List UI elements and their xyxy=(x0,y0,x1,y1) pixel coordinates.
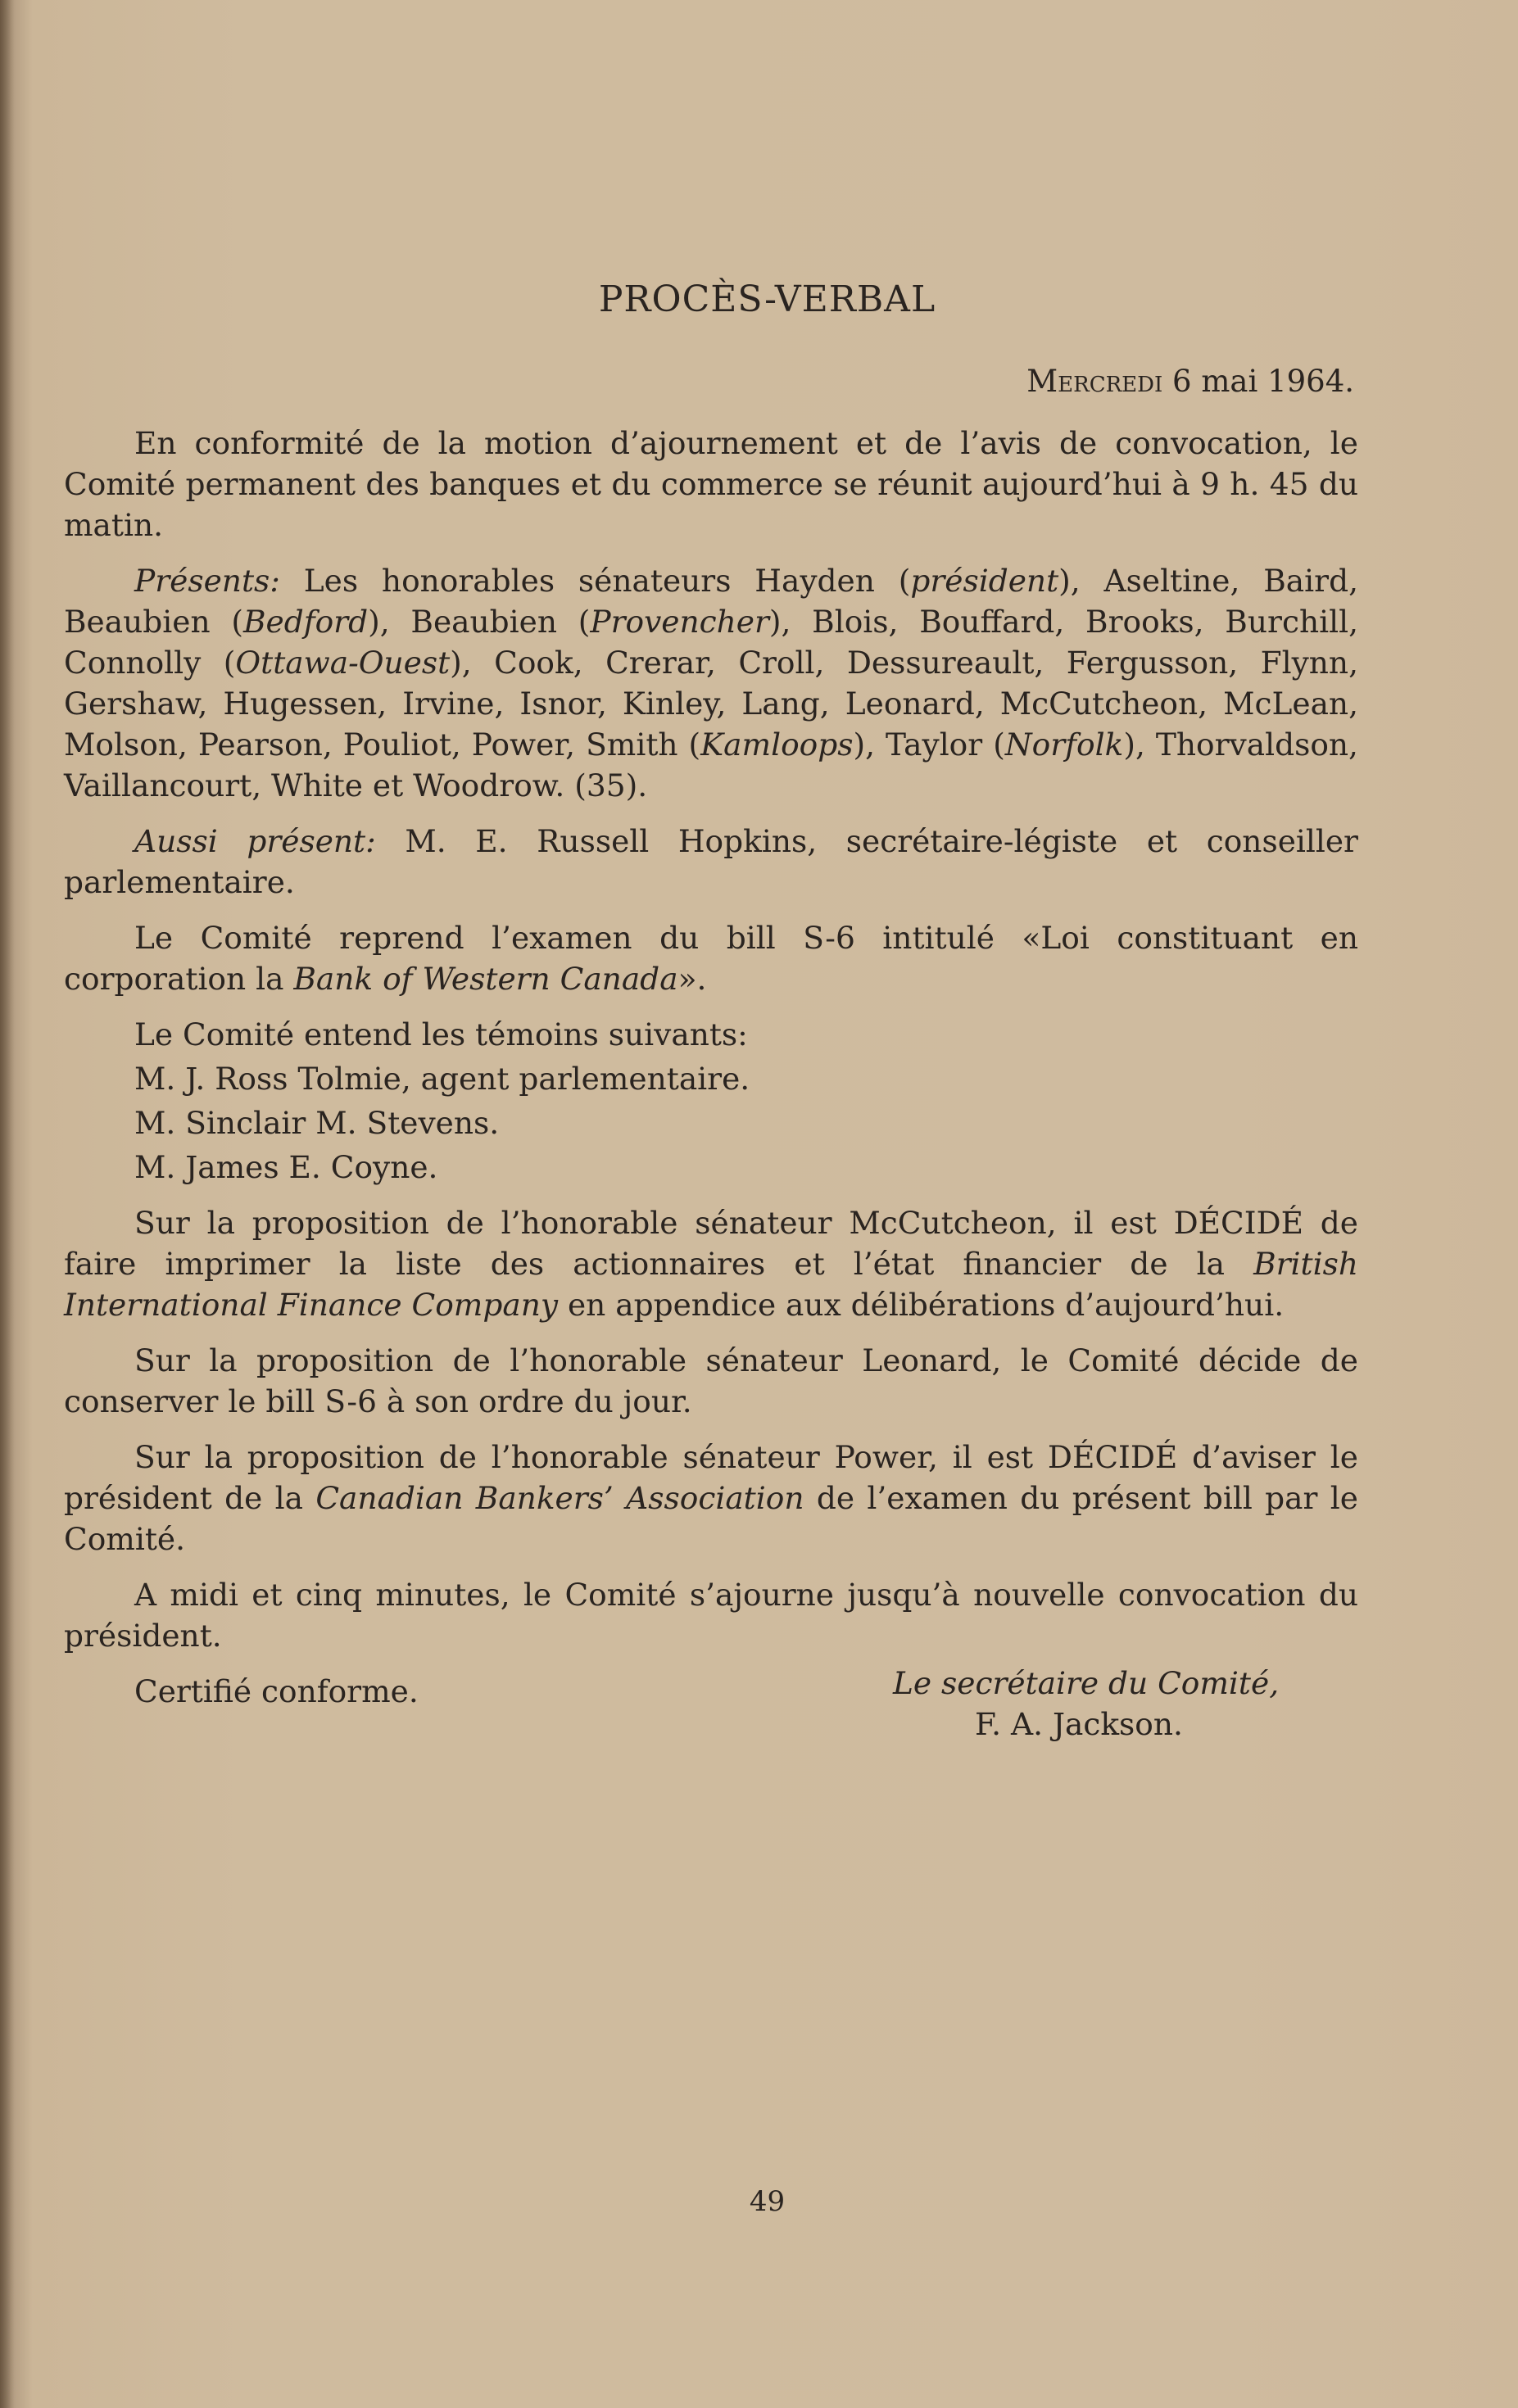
presents-text-1: Les honorables sénateurs Hayden ( xyxy=(279,563,911,599)
mccutcheon-italic: British International Finance Company xyxy=(64,1246,1358,1323)
presents-italic-2: Bedford xyxy=(242,604,369,640)
bill-text-2: ». xyxy=(677,961,707,997)
date-rest: 6 mai 1964. xyxy=(1162,364,1354,399)
signature-block xyxy=(893,1663,1279,1745)
presents-italic-1: président xyxy=(910,563,1059,599)
paragraph-leonard: Sur la proposition de l’honorable sénateur Leonard, le Comité décide de conserver le bill S-6 à son ordre du jour. xyxy=(64,1342,1358,1419)
presents-label: Présents: xyxy=(134,563,280,599)
power-italic: Canadian Bankers’ Association xyxy=(315,1480,804,1516)
mccutcheon-text-2: en appendice aux délibérations d’aujourd’hui. xyxy=(558,1287,1285,1323)
paragraph-certifie: Certifié conforme. xyxy=(134,1673,419,1709)
signature-name: F. A. Jackson. xyxy=(975,1706,1183,1742)
paragraph-bill xyxy=(64,917,1358,999)
witness-item: M. James E. Coyne. xyxy=(134,1149,438,1185)
witness-item: M. J. Ross Tolmie, agent parlementaire. xyxy=(134,1061,750,1097)
paragraph-adjournment: A midi et cinq minutes, le Comité s’ajourne jusqu’à nouvelle convocation du président. xyxy=(64,1577,1358,1654)
paragraph-presents xyxy=(64,560,1358,806)
date-weekday: Mercredi xyxy=(1026,364,1163,399)
witness-item: M. Sinclair M. Stevens. xyxy=(134,1105,500,1141)
presents-italic-5: Kamloops xyxy=(700,726,854,763)
minutes-body xyxy=(64,423,1358,1712)
paragraph-mccutcheon xyxy=(64,1202,1358,1325)
presents-text-4: ), Blois, Bouffard, Brooks, Burchill, Connolly ( xyxy=(64,604,1358,681)
presents-italic-3: Provencher xyxy=(590,604,769,640)
presents-text-6: ), Taylor ( xyxy=(853,726,1005,763)
presents-italic-6: Norfolk xyxy=(1004,726,1124,763)
presents-text-7: ), Thorvaldson, Vaillancourt, White et Woodrow. (35). xyxy=(64,726,1358,803)
power-text-1: Sur la proposition de l’honorable sénateur Power, il est DÉCIDÉ d’aviser le président de la xyxy=(64,1439,1358,1516)
paragraph-witnesses-intro: Le Comité entend les témoins suivants: xyxy=(134,1016,748,1052)
aussi-text: M. E. Russell Hopkins, secrétaire-légiste et conseiller parlementaire. xyxy=(64,823,1358,900)
paragraph-power xyxy=(64,1437,1358,1559)
bill-italic: Bank of Western Canada xyxy=(293,961,678,997)
presents-italic-4: Ottawa-Ouest xyxy=(235,645,451,681)
paragraph-aussi-present xyxy=(64,821,1358,903)
presents-text-2: ), Aseltine, Baird, Beaubien ( xyxy=(64,563,1358,640)
presents-text-3: ), Beaubien ( xyxy=(368,604,591,640)
meeting-date xyxy=(1026,364,1354,399)
page-number: 49 xyxy=(749,2185,786,2218)
bill-text-1: Le Comité reprend l’examen du bill S-6 intitulé «Loi constituant en corporation la xyxy=(64,920,1358,997)
paragraph-convocation: En conformité de la motion d’ajournement et de l’avis de convocation, le Comité permanent des banques et du commerce se réunit aujourd’hui à 9 h. 45 du matin. xyxy=(64,425,1358,543)
binding-shadow xyxy=(0,0,15,2408)
power-text-2: de l’examen du présent bill par le Comité. xyxy=(64,1480,1358,1557)
presents-text-5: ), Cook, Crerar, Croll, Dessureault, Fergusson, Flynn, Gershaw, Hugessen, Irvine, Isnor, Kinley, Lang, Leonard, McCutcheon, McLean, Molson, Pearson, Pouliot, Power, Smith ( xyxy=(64,645,1359,763)
mccutcheon-text-1: Sur la proposition de l’honorable sénateur McCutcheon, il est DÉCIDÉ de faire imprimer la liste des actionnaires et l’état financier de la xyxy=(64,1205,1358,1282)
aussi-label: Aussi présent: xyxy=(134,823,376,859)
signature-role: Le secrétaire du Comité, xyxy=(893,1665,1280,1701)
page-title: PROCÈS-VERBAL xyxy=(598,278,936,320)
